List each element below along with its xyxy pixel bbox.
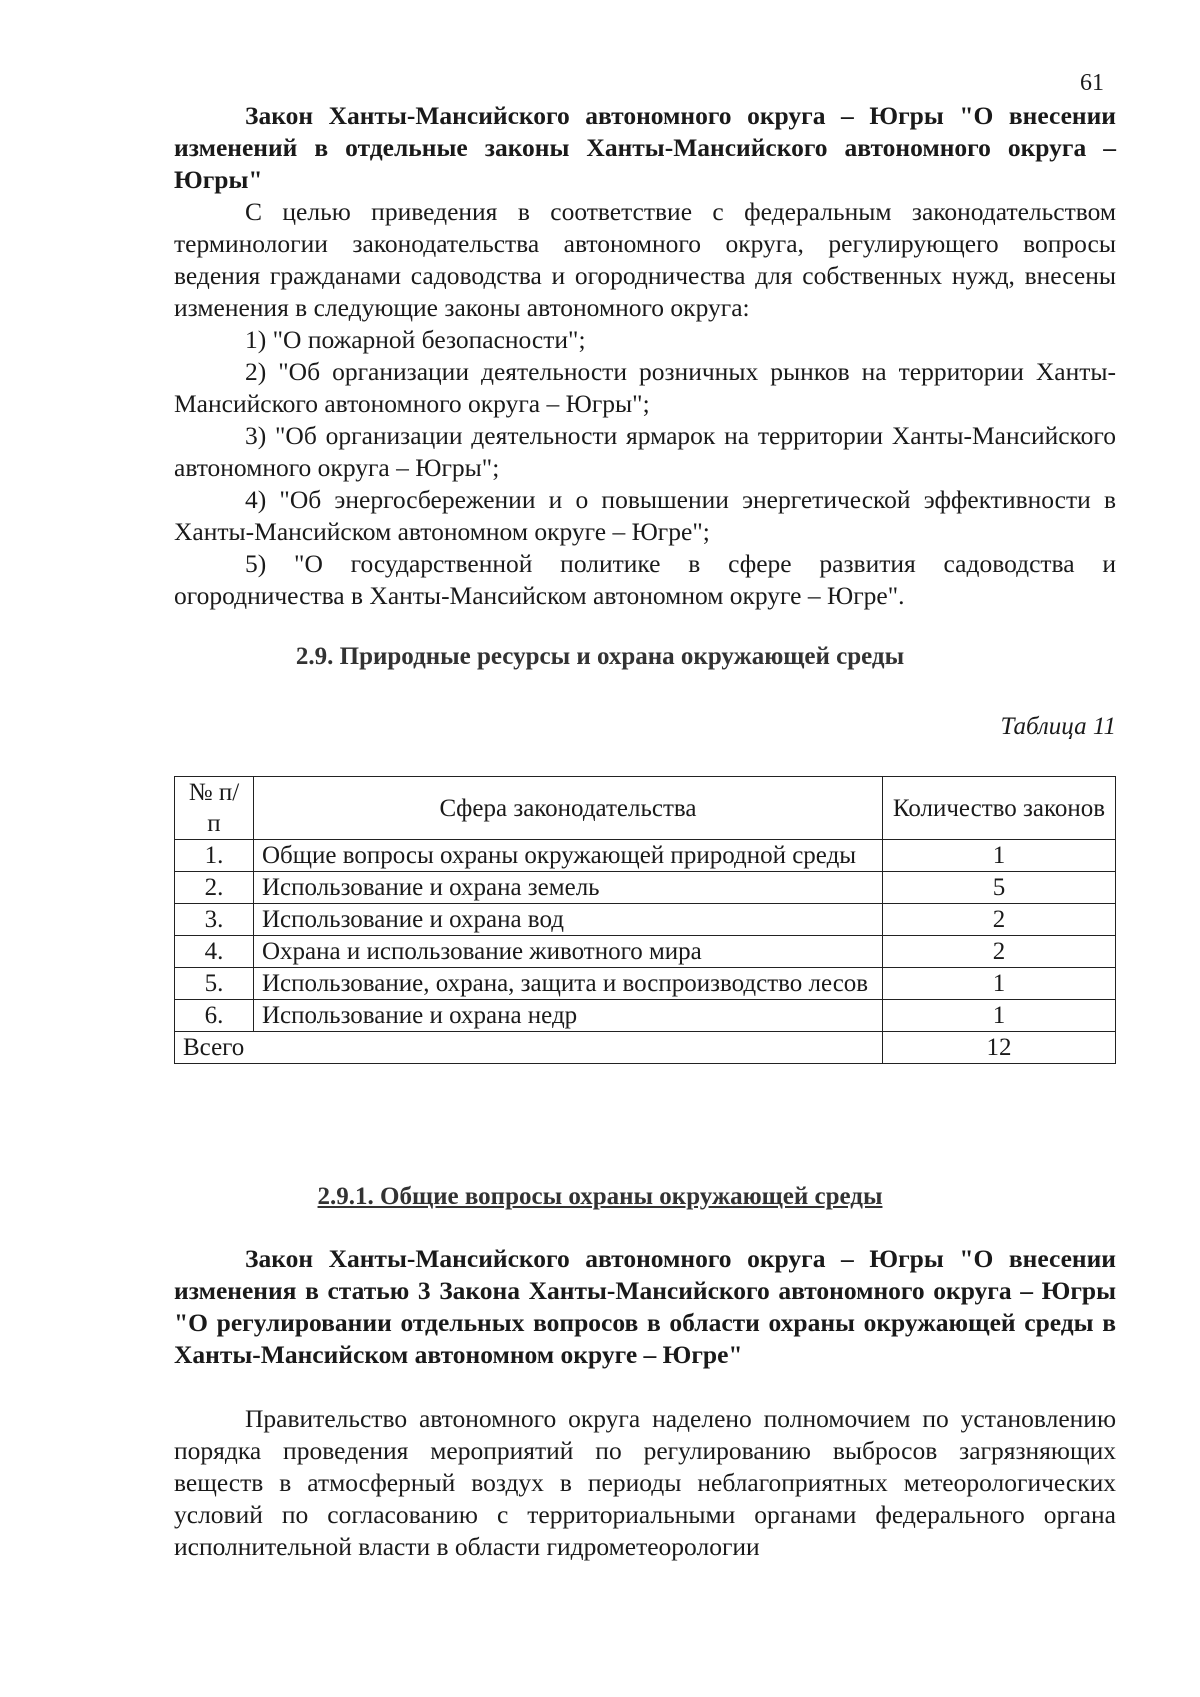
law1-item-2: 2) "Об организации деятельности розничных рынков на территории Ханты-Мансийского автономного округа – Югры"; xyxy=(174,357,1116,418)
table-total-row xyxy=(175,1032,1116,1064)
row-count: 1 xyxy=(883,1000,1116,1032)
row-count: 1 xyxy=(883,840,1116,872)
section-2-9-title: 2.9. Природные ресурсы и охрана окружающей среды xyxy=(295,643,905,670)
row-count: 5 xyxy=(883,872,1116,904)
law1-intro: С целью приведения в соответствие с федеральным законодательством терминологии законодательства автономного округа, регулирующего вопросы ведения гражданами садоводства и огородничества для собственных нужд, внесены изменения в следующие законы автономного округа: xyxy=(174,197,1116,322)
law1-item-4: 4) "Об энергосбережении и о повышении энергетической эффективности в Ханты-Мансийском автономном округе – Югре"; xyxy=(174,485,1116,546)
section-2-9-1-title: 2.9.1. Общие вопросы охраны окружающей среды xyxy=(317,1183,883,1210)
law2-title: Закон Ханты-Мансийского автономного округа – Югры "О внесении изменения в статью 3 Закона Ханты-Мансийского автономного округа – Югры "О регулировании отдельных вопросов в области охраны окружающей среды в Ханты-Мансийском автономном округе – Югре" xyxy=(174,1244,1116,1369)
table-row xyxy=(175,1000,1116,1032)
row-count: 2 xyxy=(883,904,1116,936)
row-area: Использование, охрана, защита и воспроизводство лесов xyxy=(254,968,883,1000)
table-row xyxy=(175,968,1116,1000)
page-number: 61 xyxy=(1080,70,1104,96)
header-count: Количество законов xyxy=(883,777,1116,840)
row-area: Использование и охрана земель xyxy=(254,872,883,904)
table-row xyxy=(175,904,1116,936)
law1-item-3: 3) "Об организации деятельности ярмарок на территории Ханты-Мансийского автономного округа – Югры"; xyxy=(174,421,1116,482)
row-area: Общие вопросы охраны окружающей природной среды xyxy=(254,840,883,872)
row-area: Охрана и использование животного мира xyxy=(254,936,883,968)
table-header-row xyxy=(175,777,1116,840)
row-area: Использование и охрана недр xyxy=(254,1000,883,1032)
row-num: 5. xyxy=(175,968,254,1000)
law1-item-5: 5) "О государственной политике в сфере развития садоводства и огородничества в Ханты-Мансийском автономном округе – Югре". xyxy=(174,549,1116,610)
row-num: 1. xyxy=(175,840,254,872)
total-count: 12 xyxy=(883,1032,1116,1064)
row-num: 6. xyxy=(175,1000,254,1032)
table-row xyxy=(175,936,1116,968)
total-label: Всего xyxy=(175,1032,883,1064)
table-row xyxy=(175,840,1116,872)
row-num: 3. xyxy=(175,904,254,936)
row-count: 1 xyxy=(883,968,1116,1000)
laws-table xyxy=(174,776,1116,1064)
table-11-caption: Таблица 11 xyxy=(1000,713,1116,740)
header-area: Сфера законодательства xyxy=(254,777,883,840)
row-num: 4. xyxy=(175,936,254,968)
table-row xyxy=(175,872,1116,904)
row-area: Использование и охрана вод xyxy=(254,904,883,936)
law1-title: Закон Ханты-Мансийского автономного округа – Югры "О внесении изменений в отдельные законы Ханты-Мансийского автономного округа – Югры" xyxy=(174,101,1116,194)
row-num: 2. xyxy=(175,872,254,904)
row-count: 2 xyxy=(883,936,1116,968)
header-num: № п/п xyxy=(175,777,254,840)
law1-item-1: 1) "О пожарной безопасности"; xyxy=(245,325,586,354)
law2-body: Правительство автономного округа наделено полномочием по установлению порядка проведения мероприятий по регулированию выбросов загрязняющих веществ в атмосферный воздух в периоды неблагоприятных метеорологических условий по согласованию с территориальными органами федерального органа исполнительной власти в области гидрометеорологии xyxy=(174,1404,1116,1561)
